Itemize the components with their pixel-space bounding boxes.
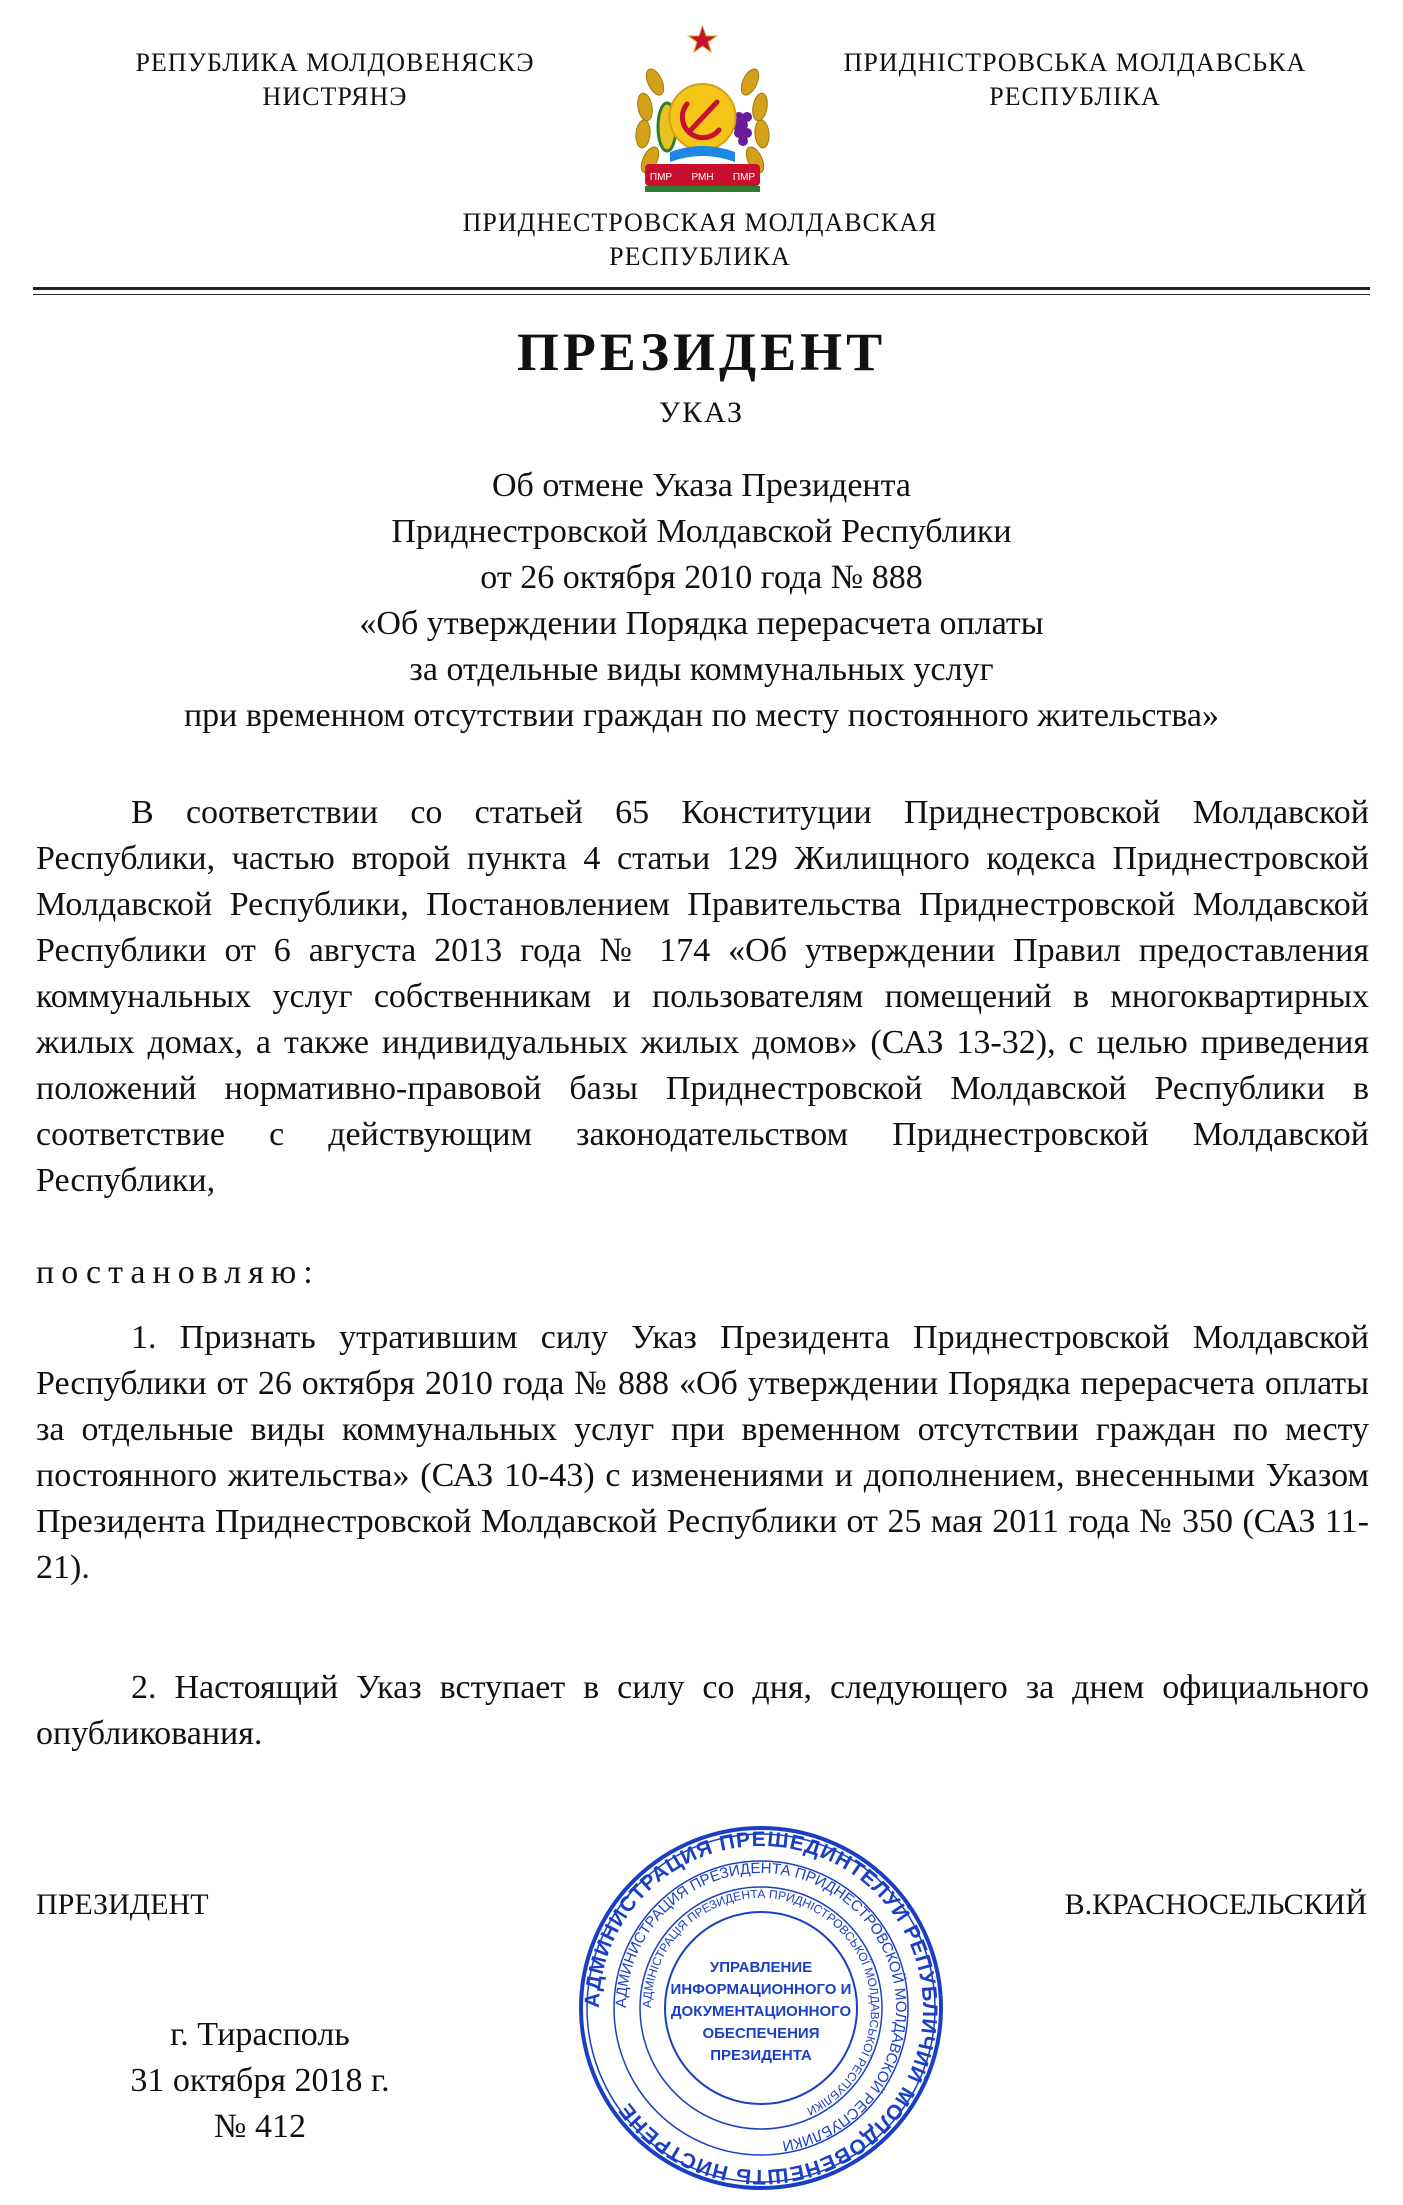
header-right-line-1: ПРИДНІСТРОВСЬКА МОЛДАВСЬКА [843, 48, 1307, 77]
header-right-ukrainian [835, 46, 1315, 114]
subject-line: Приднестровской Молдавской Республики [391, 513, 1012, 550]
emblem-star [689, 26, 717, 52]
stamp-center-line: ИНФОРМАЦИОННОГО И [670, 1981, 852, 1998]
subject-line: «Об утверждении Порядка перерасчета оплаты [359, 605, 1044, 642]
header-rule-thick [33, 287, 1370, 290]
decree-number: № 412 [214, 2108, 306, 2145]
place-date-block [110, 2012, 410, 2150]
document-type: УКАЗ [658, 396, 745, 429]
subject-line: за отдельные виды коммунальных услуг [409, 651, 994, 688]
header-center-line-1: ПРИДНЕСТРОВСКАЯ МОЛДАВСКАЯ [462, 208, 938, 237]
emblem-ribbon-right: ПМР [732, 172, 756, 183]
decree-item-2: 2. Настоящий Указ вступает в силу со дня, следующего за днем официального опубликования. [36, 1669, 1369, 1752]
document-subject [60, 463, 1343, 739]
state-emblem-icon [615, 22, 790, 222]
subject-line: Об отмене Указа Президента [492, 467, 911, 504]
header-center-line-2: РЕСПУБЛИКА [609, 242, 791, 271]
emblem-ribbon-left: ПМР [649, 172, 673, 183]
stamp-center-line: ОБЕСПЕЧЕНИЯ [702, 2025, 820, 2042]
decree-item-1: 1. Признать утратившим силу Указ Президента Приднестровской Молдавской Республики от 26 октября 2010 года № 888 «Об утверждении Порядка перерасчета оплаты за отдельные виды коммунальных услуг при временном отсутствии граждан по месту постоянного жительства» (САЗ 10-43) с изменениями и дополнением, внесенными Указом Президента Приднестровской Молдавской Республики от 25 мая 2011 года № 350 (САЗ 11-21). [36, 1319, 1369, 1586]
emblem-river [670, 146, 735, 162]
subject-line: при временном отсутствии граждан по месту постоянного жительства» [183, 697, 1220, 734]
header-rule-thin [33, 294, 1370, 295]
emblem-ribbon-center: РМН [691, 172, 714, 183]
header-left-line-1: РЕПУБЛИКА МОЛДОВЕНЯСКЭ [135, 48, 535, 77]
subject-line: от 26 октября 2010 года № 888 [480, 559, 923, 596]
stamp-center-line: ДОКУМЕНТАЦИОННОГО [670, 2003, 852, 2020]
city: г. Тирасполь [170, 2016, 350, 2053]
decree-word: постановляю: [36, 1254, 320, 1291]
preamble-paragraph: В соответствии со статьей 65 Конституции Приднестровской Молдавской Республики, частью второй пункта 4 статьи 129 Жилищного кодекса Приднестровской Молдавской Республики, Постановлением Правительства Приднестровской Молдавской Республики от 6 августа 2013 года № 174 «Об утверждении Правил предоставления коммунальных услуг собственникам и пользователям помещений в многоквартирных жилых домах, а также индивидуальных жилых домов» (САЗ 13-32), с целью приведения положений нормативно-правовой базы Приднестровской Молдавской Республики в соответствие с действующим законодательством Приднестровской Молдавской Республики, [36, 794, 1369, 1199]
official-stamp-icon [578, 1825, 944, 2191]
document-title: ПРЕЗИДЕНТ [516, 322, 887, 382]
signature-name: В.КРАСНОСЕЛЬСКИЙ [1064, 1888, 1367, 1921]
date: 31 октября 2018 г. [130, 2062, 390, 2099]
header-left-line-2: НИСТРЯНЭ [262, 82, 408, 111]
stamp-center-line: ПРЕЗИДЕНТА [710, 2047, 812, 2064]
stamp-outer-text: АДМИНИСТРАЦИЯ ПРЕШЕДИНТЕЛУЙ РЕПУБЛИЧИЙ МОЛДОВЕНЕШТЬ НИСТРЕНЕ [580, 1827, 942, 2189]
stamp-inner-text: АДМІНІСТРАЦІЯ ПРЕЗИДЕНТА ПРИДНІСТРОВСЬКОЇ МОЛДАВСЬКОЇ РЕСПУБЛІКИ [639, 1886, 883, 2119]
stamp-center-line: УПРАВЛЕНИЕ [709, 1959, 813, 1976]
header-left-moldovan [95, 46, 575, 114]
signature-title: ПРЕЗИДЕНТ [36, 1888, 209, 1921]
header-center-russian [300, 206, 1100, 274]
header-right-line-2: РЕСПУБЛІКА [989, 82, 1161, 111]
emblem-ribbon-stripe [645, 186, 760, 192]
stamp-middle-text: АДМИНИСТРАЦИЯ ПРЕЗИДЕНТА ПРИДНЕСТРОВСКОЙ МОЛДАВСКОЙ РЕСПУБЛИКИ [612, 1859, 910, 2155]
